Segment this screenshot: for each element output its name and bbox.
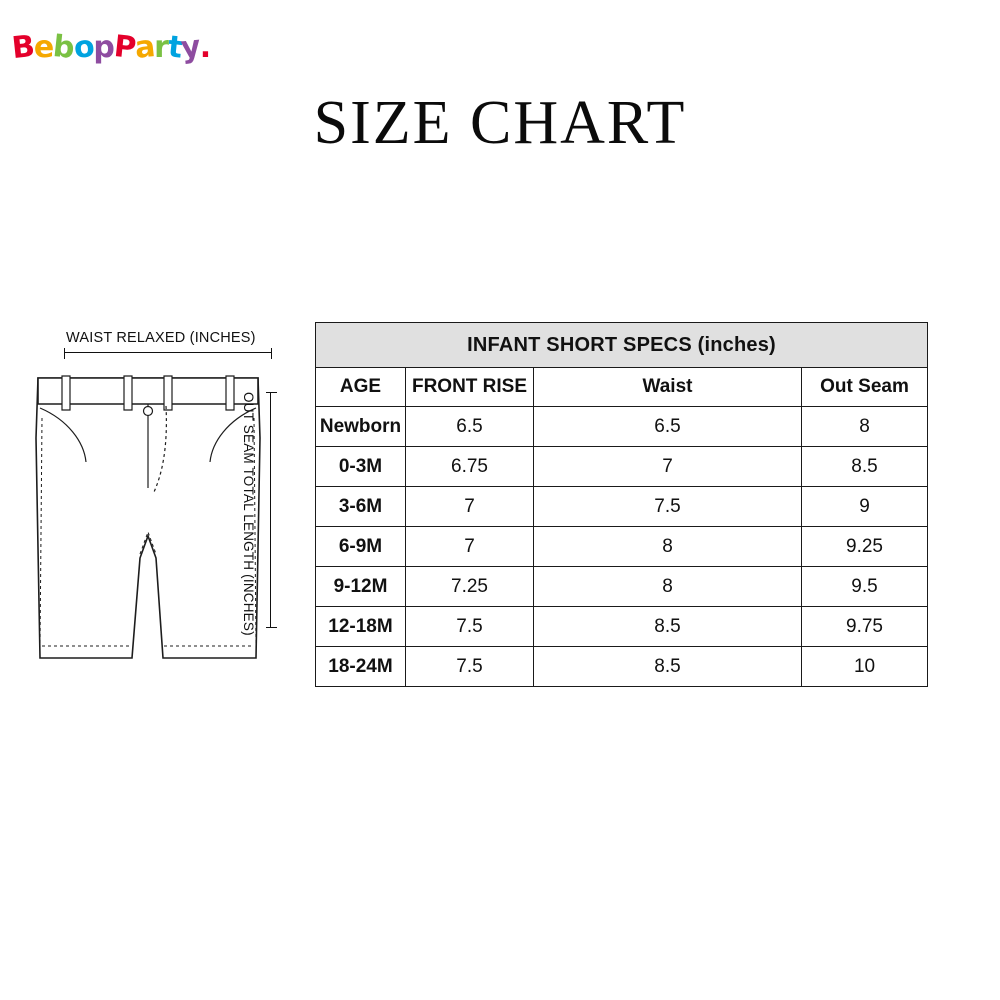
cell-age: 12-18M	[316, 607, 406, 647]
waist-measurement-rule	[64, 352, 272, 353]
cell-out-seam: 9.75	[802, 607, 928, 647]
cell-waist: 8.5	[534, 647, 802, 687]
column-header-front-rise: FRONT RISE	[406, 368, 534, 407]
table-title: INFANT SHORT SPECS (inches)	[316, 323, 928, 368]
cell-age: 6-9M	[316, 527, 406, 567]
cell-front-rise: 6.5	[406, 407, 534, 447]
table-title-row	[316, 323, 928, 368]
cell-out-seam: 8.5	[802, 447, 928, 487]
column-header-age: AGE	[316, 368, 406, 407]
shorts-illustration-icon	[28, 358, 268, 670]
garment-diagram	[28, 330, 298, 680]
column-header-out-seam: Out Seam	[802, 368, 928, 407]
table-row	[316, 647, 928, 687]
cell-waist: 7.5	[534, 487, 802, 527]
cell-out-seam: 9.5	[802, 567, 928, 607]
cell-front-rise: 7	[406, 527, 534, 567]
cell-front-rise: 6.75	[406, 447, 534, 487]
table-row	[316, 447, 928, 487]
column-header-waist: Waist	[534, 368, 802, 407]
outseam-measurement-rule	[270, 392, 271, 628]
brand-logo	[12, 18, 252, 78]
cell-waist: 6.5	[534, 407, 802, 447]
cell-out-seam: 9.25	[802, 527, 928, 567]
cell-age: 9-12M	[316, 567, 406, 607]
cell-waist: 8.5	[534, 607, 802, 647]
size-chart-table	[315, 322, 928, 687]
cell-front-rise: 7.5	[406, 647, 534, 687]
cell-front-rise: 7.5	[406, 607, 534, 647]
cell-waist: 7	[534, 447, 802, 487]
waist-measurement-label: WAIST RELAXED (INCHES)	[66, 330, 256, 346]
cell-waist: 8	[534, 527, 802, 567]
table-row	[316, 487, 928, 527]
cell-age: 18-24M	[316, 647, 406, 687]
cell-out-seam: 8	[802, 407, 928, 447]
cell-front-rise: 7	[406, 487, 534, 527]
outseam-measurement-label: OUT SEAM TOTAL LENGTH (INCHES)	[241, 392, 256, 636]
table-row	[316, 527, 928, 567]
brand-logo-text: BebopParty.	[10, 28, 211, 67]
table-row	[316, 607, 928, 647]
cell-age: 0-3M	[316, 447, 406, 487]
cell-out-seam: 10	[802, 647, 928, 687]
table-row	[316, 407, 928, 447]
page-title: SIZE CHART	[313, 89, 687, 157]
cell-waist: 8	[534, 567, 802, 607]
cell-age: Newborn	[316, 407, 406, 447]
cell-age: 3-6M	[316, 487, 406, 527]
table-header-row	[316, 368, 928, 407]
table-row	[316, 567, 928, 607]
cell-out-seam: 9	[802, 487, 928, 527]
cell-front-rise: 7.25	[406, 567, 534, 607]
